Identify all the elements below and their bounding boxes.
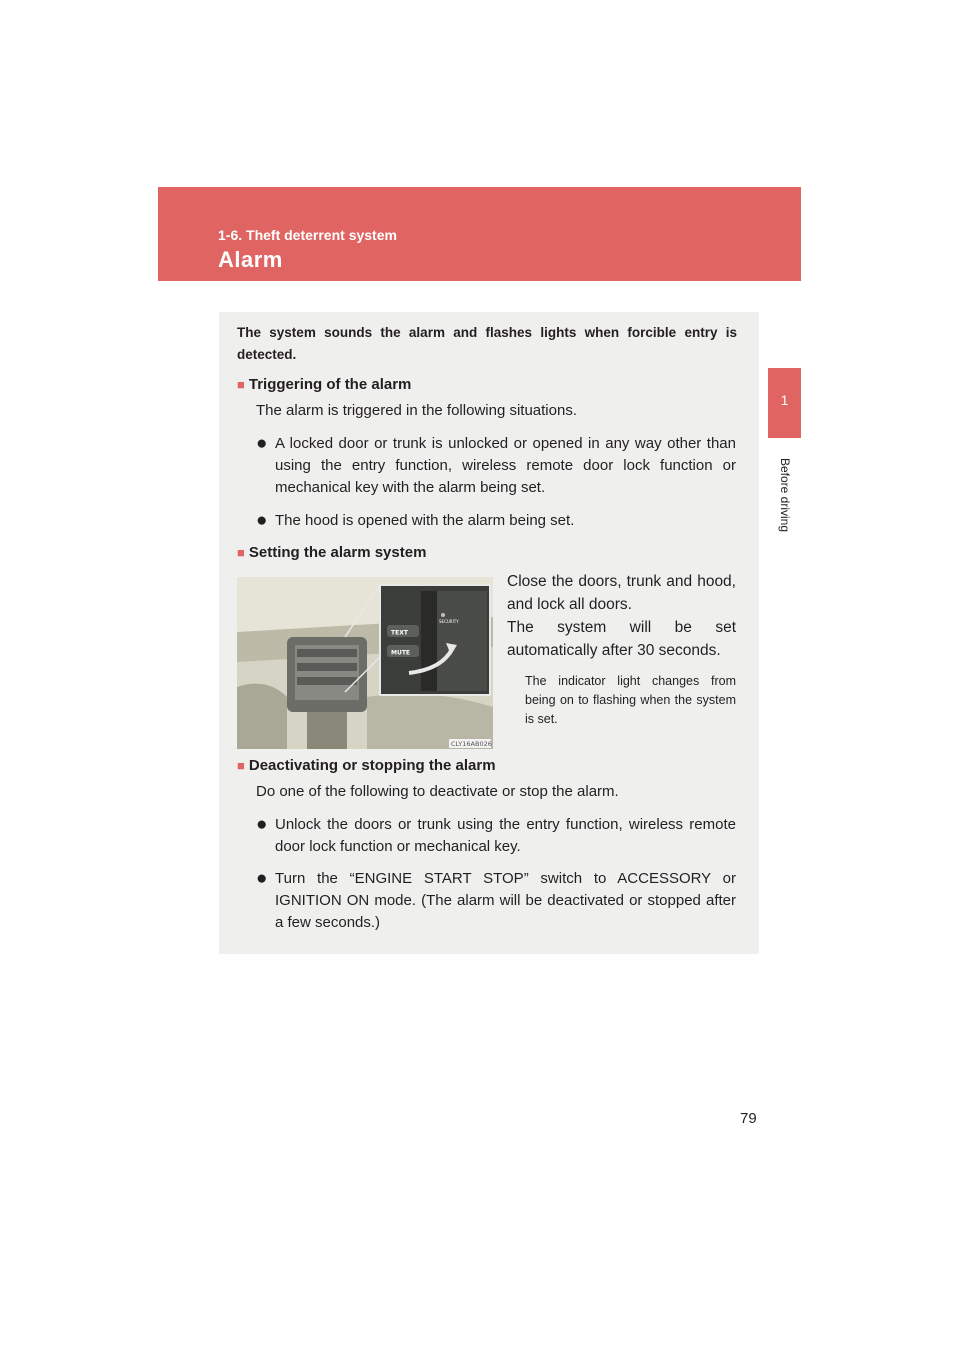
bullet-text: Unlock the doors or trunk using the entry function, wireless remote door lock function or mechanical key. — [275, 816, 736, 855]
bullet-text: The hood is opened with the alarm being set. — [275, 512, 575, 529]
chapter-side-label — [768, 450, 801, 540]
image-code: CLY16AB026 — [451, 740, 492, 748]
chapter-number: 1 — [780, 392, 789, 408]
deactivating-lead: Do one of the following to deactivate or stop the alarm. — [256, 783, 619, 800]
square-icon: ■ — [237, 758, 245, 773]
section-title: 1-6. Theft deterrent system — [218, 227, 397, 243]
bullet-dot-icon: ● — [256, 510, 268, 531]
list-item — [256, 868, 736, 934]
intro-text: The system sounds the alarm and flashes lights when forcible entry is detected. — [237, 325, 737, 362]
bullet-dot-icon: ● — [256, 433, 268, 454]
setting-heading — [237, 542, 426, 564]
page-number: 79 — [740, 1110, 757, 1127]
list-item — [256, 814, 736, 858]
list-item — [256, 433, 736, 499]
mute-button-label: MUTE — [391, 649, 411, 657]
alarm-indicator-photo — [237, 577, 493, 749]
bullet-text: A locked door or trunk is unlocked or opened in any way other than using the entry function, wireless remote door lock function or mechanical key with the alarm being set. — [275, 435, 736, 496]
setting-body-2: The system will be set automatically after 30 seconds. — [507, 619, 736, 659]
square-icon: ■ — [237, 377, 245, 392]
content-panel — [219, 312, 759, 954]
triggering-heading — [237, 374, 411, 396]
deactivating-heading-label: Deactivating or stopping the alarm — [248, 757, 496, 774]
chapter-label: Before driving — [777, 457, 792, 533]
triggering-heading-label: Triggering of the alarm — [248, 376, 412, 393]
setting-heading-label: Setting the alarm system — [248, 544, 427, 561]
deactivating-heading — [237, 755, 496, 777]
setting-instructions — [507, 570, 736, 662]
setting-note: The indicator light changes from being on to flashing when the system is set. — [525, 674, 736, 726]
chapter-tab — [768, 368, 801, 438]
section-header — [158, 187, 801, 281]
bullet-dot-icon: ● — [256, 814, 268, 835]
bullet-dot-icon: ● — [256, 868, 268, 889]
bullet-text: Turn the “ENGINE START STOP” switch to ACCESSORY or IGNITION ON mode. (The alarm will be deactivated or stopped after a few seconds.) — [275, 870, 736, 931]
text-button-label: TEXT — [391, 629, 408, 637]
page-title: Alarm — [218, 247, 283, 272]
security-indicator-icon — [441, 613, 445, 617]
setting-body-1: Close the doors, trunk and hood, and lock all doors. — [507, 573, 736, 613]
dashboard-illustration — [237, 577, 493, 749]
triggering-lead: The alarm is triggered in the following situations. — [256, 402, 577, 419]
square-icon: ■ — [237, 545, 245, 560]
list-item — [256, 510, 736, 532]
security-indicator-label: SECURITY — [439, 619, 459, 624]
